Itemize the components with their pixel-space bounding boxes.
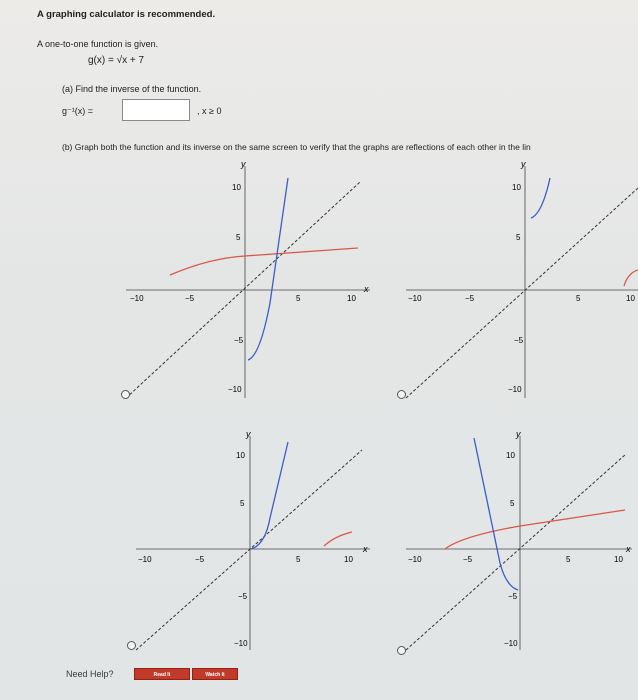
graph-option-3 [130,428,375,658]
tick-label: −10 [130,294,144,303]
tick-label: 5 [516,233,521,242]
inverse-curve [474,438,518,590]
tick-label: −5 [508,592,518,601]
tick-label: −5 [238,592,248,601]
tick-label: 10 [236,451,245,460]
function-curve [445,510,625,549]
tick-label: −10 [408,294,422,303]
y-axis-label: y [246,429,251,439]
y-axis-label: y [241,159,246,169]
diagonal-line [406,188,638,398]
tick-label: 10 [614,555,623,564]
inverse-answer-input[interactable] [122,99,190,121]
tick-label: −10 [234,639,248,648]
watch-it-button[interactable]: Watch It [192,668,238,680]
calculator-note: A graphing calculator is recommended. [37,9,216,20]
x-axis-label: x [364,284,369,294]
option-2-radio[interactable] [397,390,406,399]
y-axis-label: y [516,429,521,439]
tick-label: 5 [296,555,301,564]
option-1-radio[interactable] [121,390,130,399]
option-3-radio[interactable] [127,641,136,650]
tick-label: 10 [344,555,353,564]
tick-label: −10 [408,555,422,564]
tick-label: 5 [576,294,581,303]
part-a-prompt: (a) Find the inverse of the function. [62,84,202,94]
graph-option-4 [400,428,638,658]
x-axis-label: x [626,544,631,554]
diagonal-line [136,450,362,650]
inverse-curve [248,178,288,360]
inverse-label: g⁻¹(x) = [62,106,94,116]
part-b-prompt: (b) Graph both the function and its inverse on the same screen to verify that the graphs are reflections of each other in the lin [62,142,531,152]
inverse-curve [251,442,288,549]
tick-label: 10 [506,451,515,460]
x-axis-label: x [363,544,368,554]
tick-label: 5 [566,555,571,564]
tick-label: −5 [463,555,473,564]
read-it-button[interactable]: Read It [134,668,190,680]
tick-label: −5 [195,555,205,564]
tick-label: 5 [236,233,241,242]
diagonal-line [406,454,626,650]
graph-option-2 [400,158,638,408]
tick-label: −5 [465,294,475,303]
tick-label: 10 [626,294,635,303]
tick-label: −10 [138,555,152,564]
domain-restriction: , x ≥ 0 [197,106,222,116]
tick-label: 10 [512,183,521,192]
function-expression: g(x) = √x + 7 [88,55,145,66]
tick-label: 10 [232,183,241,192]
tick-label: −5 [185,294,195,303]
tick-label: −5 [234,336,244,345]
tick-label: −10 [508,385,522,394]
tick-label: 5 [240,499,245,508]
tick-label: 5 [296,294,301,303]
tick-label: −5 [514,336,524,345]
function-curve [324,532,352,546]
option-4-radio[interactable] [397,646,406,655]
tick-label: −10 [228,385,242,394]
problem-intro: A one-to-one function is given. [37,39,159,49]
graph-option-1 [120,158,375,408]
function-curve [624,270,638,286]
tick-label: 10 [347,294,356,303]
inverse-curve [531,178,550,218]
tick-label: −10 [504,639,518,648]
tick-label: 5 [510,499,515,508]
y-axis-label: y [521,159,526,169]
need-help-label: Need Help? [66,669,114,679]
